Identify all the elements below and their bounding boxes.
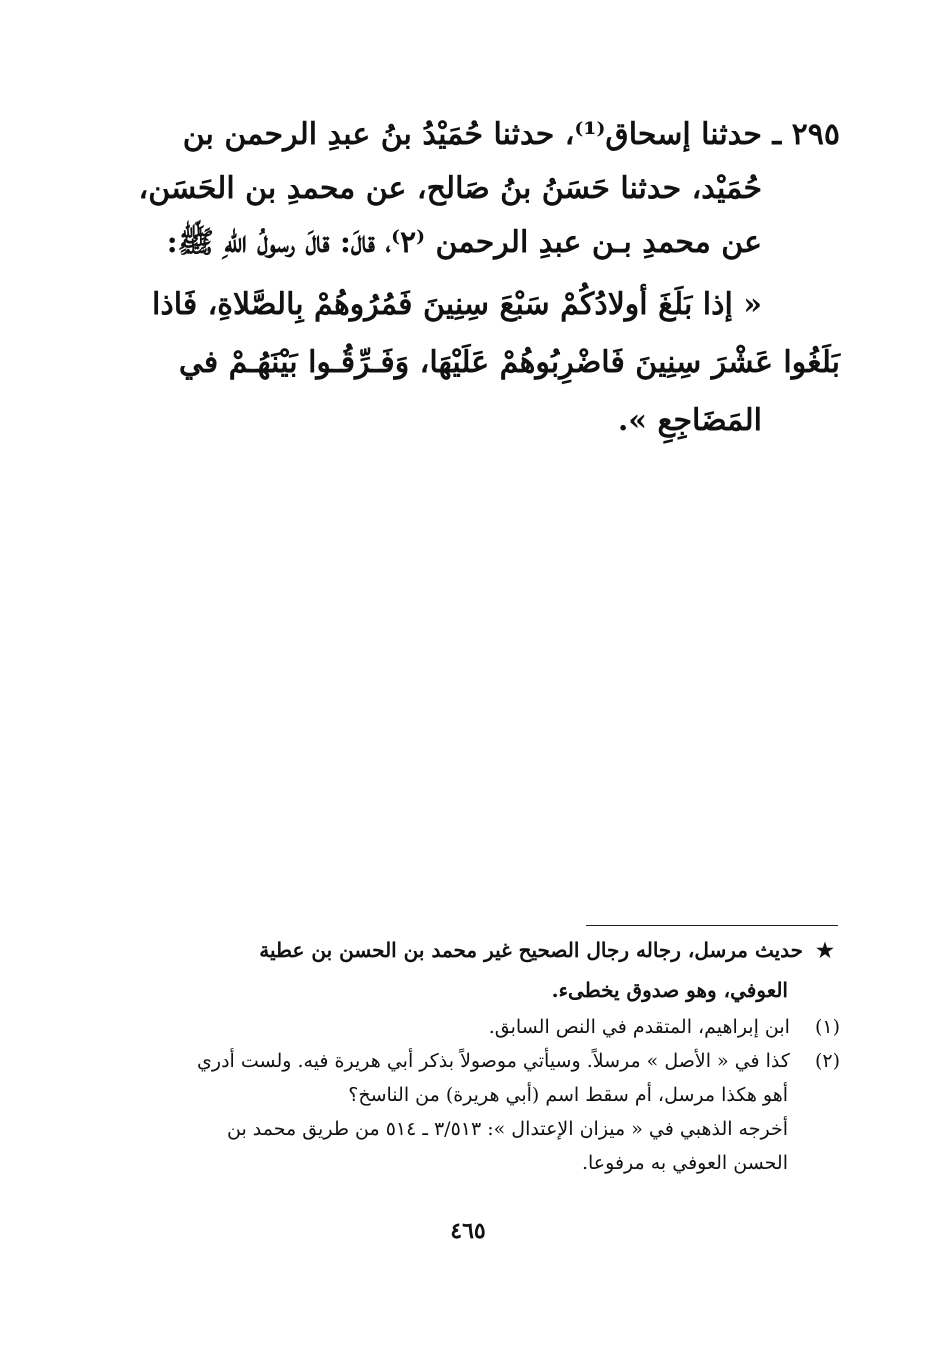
hadith-line-1: « إذا بَلَغَ أولادُكُمْ سَبْعَ سِنِينَ فَمُرُوهُمْ بِالصَّلاةِ، فَاذا [152, 287, 762, 322]
star-note-line-1 [145, 930, 840, 970]
hadith-line-2: بَلَغُوا عَشْرَ سِنِينَ فَاضْرِبُوهُمْ عَلَيْهَا، وَفَـرِّقُـوا بَيْنَهُـمْ في [178, 345, 840, 380]
star-marker: ★ [816, 938, 834, 962]
footnote-2-line-1 [145, 1044, 840, 1078]
star-note-text-1: حديث مرسل، رجاله رجال الصحيح غير محمد بن الحسن بن عطية [259, 938, 804, 962]
hadith-body [138, 108, 840, 450]
footnote-2-line-4: الحسن العوفي به مرفوعا. [581, 1152, 788, 1174]
chain-line-1: ٢٩٥ ـ حدثنا إسحاق⁽¹⁾، حدثنا حُمَيْدُ بنُ عبدِ الرحمن بن [182, 117, 840, 152]
footnote-2-marker: (٢) [814, 1050, 840, 1072]
footnote-2-line-2: أهو هكذا مرسل، أم سقط اسم (أبي هريرة) من الناسخ؟ [348, 1084, 788, 1106]
footnote-2-text-1: كذا في « الأصل » مرسلاً. وسيأتي موصولاً بذكر أبي هريرة فيه. ولست أدري [197, 1050, 790, 1072]
hadith-line-3: المَضَاجِعِ ». [617, 403, 762, 438]
footnote-1-text: ابن إبراهيم، المتقدم في النص السابق. [488, 1016, 790, 1038]
footnote-divider [586, 925, 838, 926]
footnote-1-marker: (١) [814, 1016, 840, 1038]
chain-line-2: حُمَيْد، حدثنا حَسَنُ بنُ صَالح، عن محمدِ بن الحَسَن، [138, 171, 762, 206]
star-note-line-2: العوفي، وهو صدوق يخطىء. [551, 978, 788, 1002]
page-number: ٤٦٥ [450, 1218, 486, 1244]
footnotes [145, 930, 840, 1180]
footnote-1 [145, 1010, 840, 1044]
footnote-2-line-3: أخرجه الذهبي في « ميزان الإعتدال »: ٣/٥١٣ ـ ٥١٤ من طريق محمد بن [226, 1118, 788, 1140]
chain-line-3: عن محمدِ بـن عبدِ الرحمن ⁽٢⁾، قالَ: قالَ رسولُ اللهِ ﷺ: [166, 225, 762, 260]
hadith-text [145, 276, 840, 450]
